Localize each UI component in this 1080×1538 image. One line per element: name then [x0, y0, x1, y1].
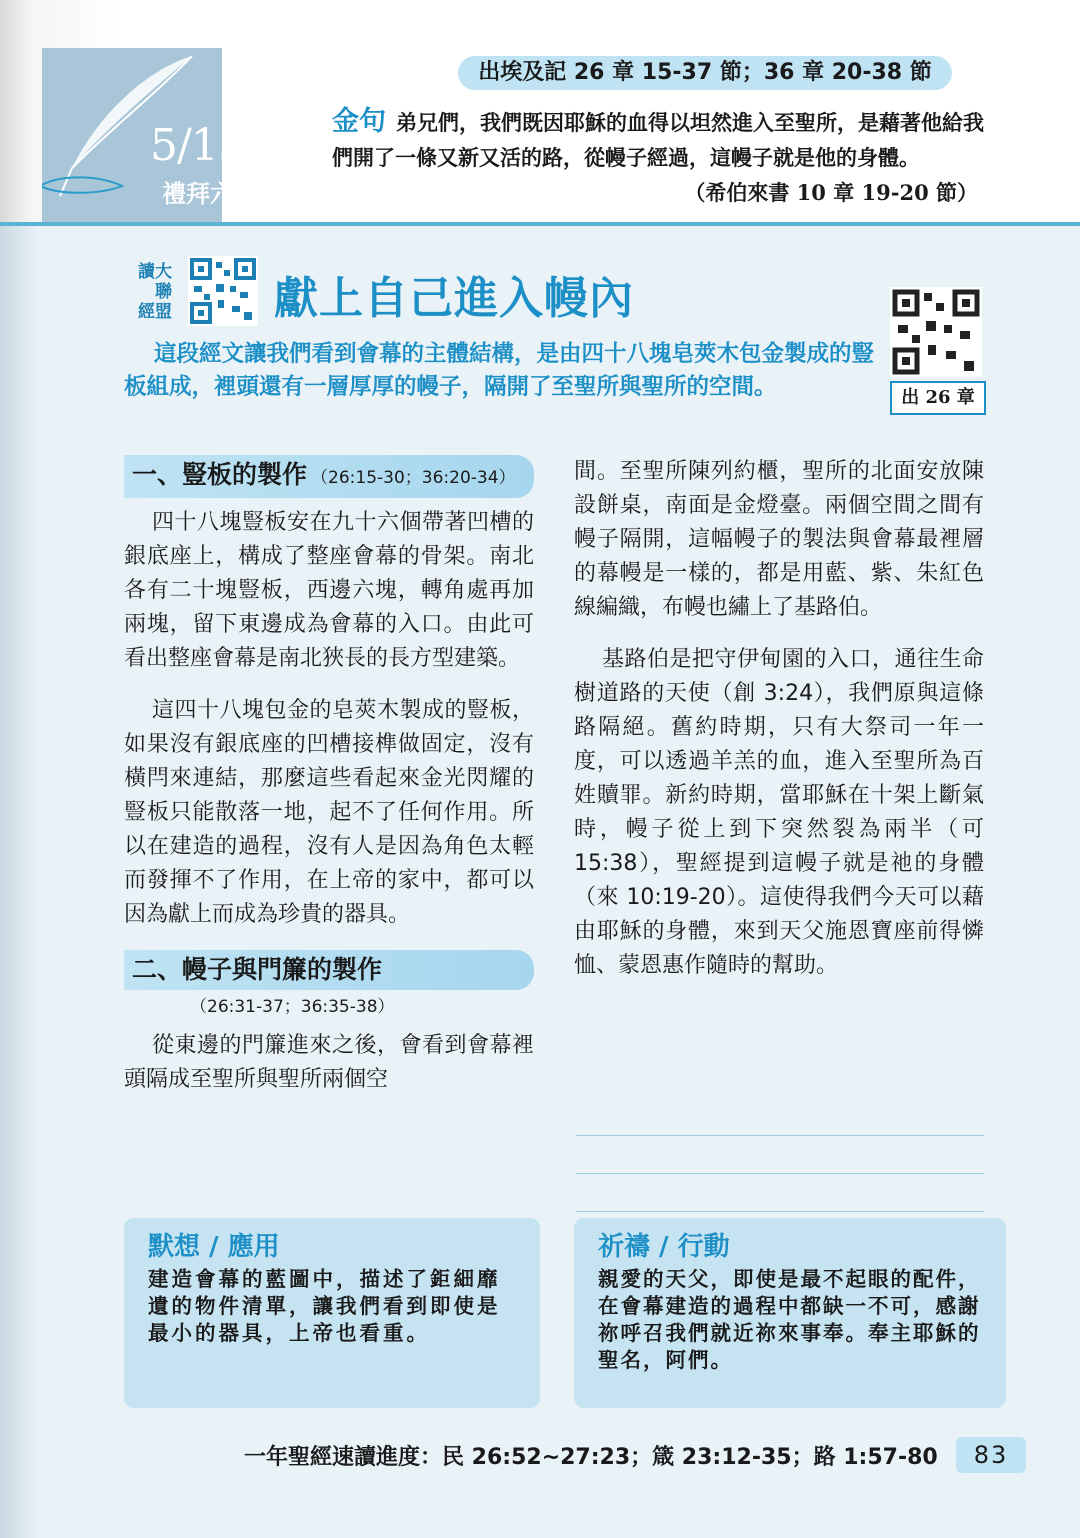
- section1-reference: （26:15-30；36:20-34）: [311, 468, 516, 488]
- page-header: [0, 0, 1080, 226]
- section1-heading: 一、豎板的製作 （26:15-30；36:20-34）: [124, 455, 534, 498]
- meditation-title: 默想 / 應用: [148, 1232, 280, 1262]
- note-line[interactable]: [576, 1098, 984, 1136]
- weekday: 禮拜六: [162, 180, 234, 208]
- golden-verse: [332, 104, 992, 210]
- right-paragraph-1: 間。至聖所陳列約櫃，聖所的北面安放陳設餅桌，南面是金燈臺。兩個空間之間有幔子隔開，這幅幔子的製法與會幕最裡層的幕幔是一樣的，都是用藍、紫、朱紅色線編織，布幔也繡上了基路伯。: [574, 459, 984, 620]
- chapter-qr-code-icon[interactable]: [890, 287, 982, 377]
- section1-paragraph-1: 四十八塊豎板安在九十六個帶著凹槽的銀底座上，構成了整座會幕的骨架。南北各有二十塊豎板，西邊六塊，轉角處再加兩塊，留下東邊成為會幕的入口。由此可看出整座會幕是南北狹長的長方型建築。: [124, 510, 534, 671]
- prayer-text: 親愛的天父，即使是最不起眼的配件，在會幕建造的過程中都缺一不可，感謝祢呼召我們就近祢來事奉。奉主耶穌的聖名，阿們。: [598, 1267, 981, 1372]
- devotion-title: 獻上自己進入幔內: [274, 273, 634, 324]
- verse-label: 金句: [332, 106, 386, 137]
- alliance-qr-code-icon[interactable]: [188, 256, 258, 326]
- section1-paragraph-2: 這四十八塊包金的皂莢木製成的豎板，如果沒有銀底座的凹槽接榫做固定，沒有橫閂來連結，那麼這些看起來金光閃耀的豎板只能散落一地，起不了任何作用。所以在建造的過程，沒有人是因為角色太輕而發揮不了作用，在上帝的家中，都可以因為獻上而成為珍貴的器具。: [124, 698, 534, 927]
- intro-paragraph: 這段經文讓我們看到會幕的主體結構，是由四十八塊皂莢木包金製成的豎板組成，裡頭還有一層厚厚的幔子，隔開了至聖所與聖所的空間。: [124, 341, 875, 400]
- right-paragraph-2: 基路伯是把守伊甸園的入口，通往生命樹道路的天使（創 3:24），我們原與這條路隔絕。舊約時期，只有大祭司一年一度，可以透過羊羔的血，進入至聖所為百姓贖罪。新約時期，當耶穌在十架上斷氣時，幔子從上到下突然裂為兩半（可 15:38），聖經提到這幔子就是祂的身體（來 10:19-20）。這使得我們今天可以藉由耶穌的身體，來到天父施恩寶座前得憐恤、蒙恩惠作隨時的幫助。: [574, 647, 984, 978]
- meditation-text: 建造會幕的藍圖中，描述了鉅細靡遺的物件清單，讓我們看到即使是最小的器具，上帝也看重。: [148, 1267, 501, 1345]
- note-line[interactable]: [576, 1174, 984, 1212]
- section2-reference: （26:31-37；36:35-38）: [190, 997, 395, 1017]
- section2-heading: 二、幔子與門簾的製作: [124, 950, 534, 990]
- meditation-box: [124, 1218, 540, 1408]
- section2-paragraph-1: 從東邊的門簾進來之後，會看到會幕裡頭隔成至聖所與聖所兩個空: [124, 1033, 534, 1092]
- prayer-box: [574, 1218, 1006, 1408]
- date: 5/15: [150, 120, 245, 171]
- page-number: 83: [956, 1437, 1026, 1473]
- note-lines[interactable]: [576, 1098, 984, 1212]
- reading-reference: 出埃及記 26 章 15-37 節；36 章 20-38 節: [458, 56, 952, 90]
- note-line[interactable]: [576, 1136, 984, 1174]
- verse-reference: （希伯來書 10 章 19-20 節）: [684, 180, 978, 205]
- reading-alliance-label: 讀大 聯 經盟: [138, 262, 172, 322]
- right-column: [574, 455, 984, 1001]
- chapter-tag: 出 26 章: [890, 381, 986, 415]
- reading-progress: 一年聖經速讀進度：民 26:52~27:23；箴 23:12-35；路 1:57-80: [244, 1445, 938, 1470]
- left-column: [124, 455, 534, 1115]
- prayer-title: 祈禱 / 行動: [598, 1232, 730, 1262]
- verse-text: 弟兄們，我們既因耶穌的血得以坦然進入至聖所，是藉著他給我們開了一條又新又活的路，從幔子經過，這幔子就是他的身體。: [332, 110, 984, 170]
